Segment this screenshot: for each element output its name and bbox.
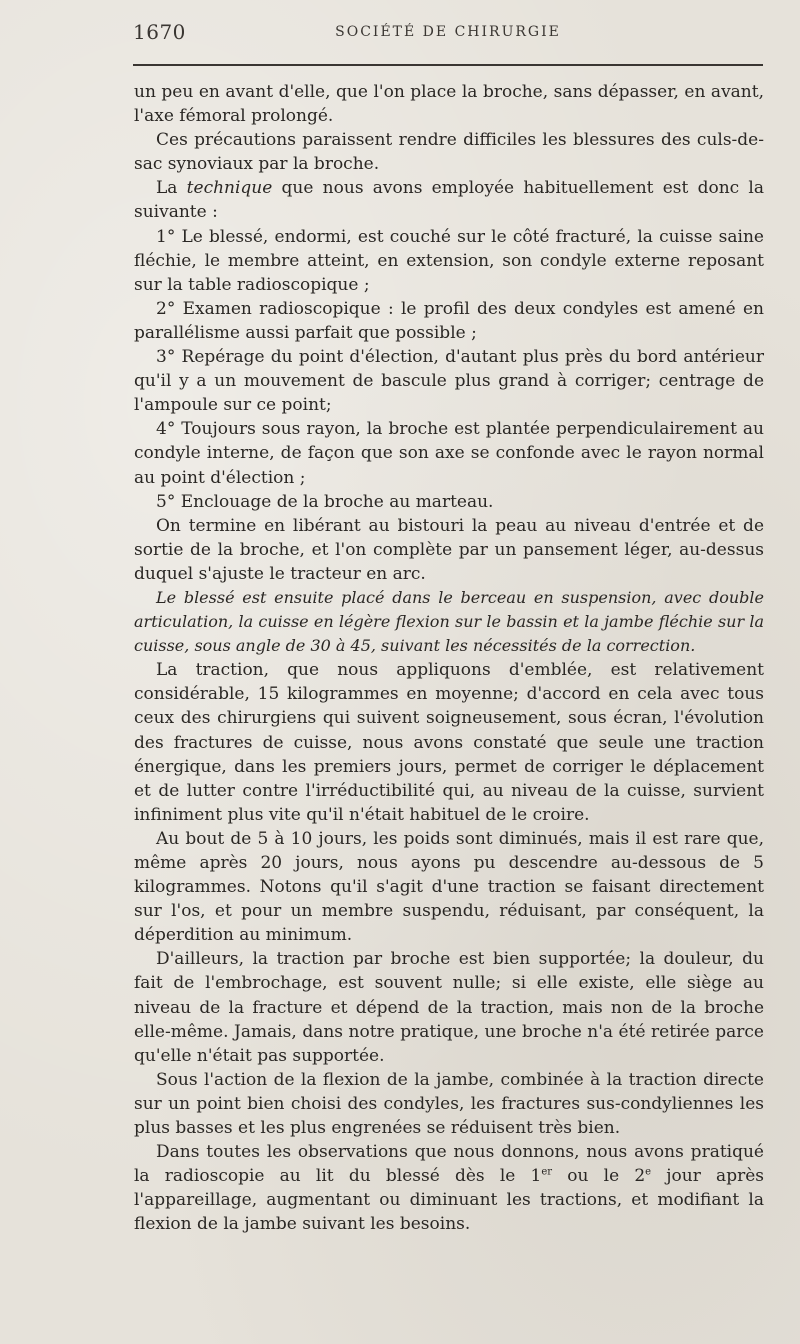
paragraph bbox=[134, 176, 764, 224]
paragraph: un peu en avant d'elle, que l'on place la broche, sans dépasser, en avant, l'axe fémoral prolongé. bbox=[134, 82, 764, 127]
list-item: 4° Toujours sous rayon, la broche est plantée perpendiculairement au condyle interne, de façon que son axe se confonde avec le rayon normal au point d'élection ; bbox=[134, 419, 764, 488]
list-item: 5° Enclouage de la broche au marteau. bbox=[156, 491, 494, 512]
list-item: 3° Repérage du point d'élection, d'autant plus près du bord antérieur qu'il y a un mouvement de bascule plus grand à corriger; centrage de l'ampoule sur ce point; bbox=[134, 347, 764, 416]
page-header bbox=[133, 18, 763, 48]
paragraph: Ces précautions paraissent rendre difficiles les blessures des culs-de-sac synoviaux par la broche. bbox=[134, 130, 764, 175]
page-number: 1670 bbox=[133, 20, 186, 44]
italic-paragraph: Le blessé est ensuite placé dans le berceau en suspension, avec double articulation, la cuisse en légère flexion sur le bassin et la jambe fléchie sur la cuisse, sous angle de 30 à 45, suivant les nécessités de la correction. bbox=[134, 587, 764, 656]
paragraph: La traction, que nous appliquons d'emblée, est relativement considérable, 15 kilogrammes en moyenne; d'accord en cela avec tous ceux des chirurgiens qui suivent soigneusement, sous écran, l'évolution des fractures de cuisse, nous avons constaté que seule une traction énergique, dans les premiers jours, permet de corriger le déplacement et de lutter contre l'irréductibilité qui, au niveau de la cuisse, survient infiniment plus vite qu'il n'était habituel de le croire. bbox=[134, 660, 764, 825]
paragraph: On termine en libérant au bistouri la peau au niveau d'entrée et de sortie de la broche, et l'on complète par un pansement léger, au-dessus duquel s'ajuste le tracteur en arc. bbox=[134, 515, 764, 584]
superscript: er bbox=[541, 1166, 553, 1178]
paragraph-text: que nous avons employée habituellement est donc la suivante : bbox=[134, 178, 764, 223]
paragraph-text: La bbox=[156, 178, 187, 199]
paragraph: D'ailleurs, la traction par broche est bien supportée; la douleur, du fait de l'embrochage, est souvent nulle; si elle existe, elle siège au niveau de la fracture et dépend de la traction, mais non de la broche elle-même. Jamais, dans notre pratique, une broche n'a été retirée parce qu'elle n'était pas supportée. bbox=[134, 949, 764, 1066]
running-head: SOCIÉTÉ DE CHIRURGIE bbox=[335, 24, 561, 40]
list-item: 1° Le blessé, endormi, est couché sur le côté fracturé, la cuisse saine fléchie, le membre atteint, en extension, son condyle externe reposant sur la table radioscopique ; bbox=[134, 226, 764, 295]
paragraph: Au bout de 5 à 10 jours, les poids sont diminués, mais il est rare que, même après 20 jours, nous ayons pu descendre au-dessous de 5 kilogrammes. Notons qu'il s'agit d'une traction se faisant directement sur l'os, et pour un membre suspendu, réduisant, par conséquent, la déperdition au minimum. bbox=[134, 828, 764, 946]
body-text bbox=[134, 80, 764, 1237]
paragraph-text: jour après l'appareillage, augmentant ou diminuant les tractions, et modifiant la flexion de la jambe suivant les besoins. bbox=[134, 1166, 764, 1235]
paragraph bbox=[134, 1140, 764, 1236]
header-rule bbox=[133, 64, 763, 66]
paragraph-text: Dans toutes les observations que nous donnons, nous avons pratiqué la radioscopie au lit du blessé dès le 1 bbox=[134, 1142, 764, 1187]
paragraph-text: ou le 2 bbox=[552, 1166, 646, 1187]
paragraph: Sous l'action de la flexion de la jambe, combinée à la traction directe sur un point bien choisi des condyles, les fractures sus-condyliennes les plus basses et les plus engrenées se réduisent très bien. bbox=[134, 1069, 764, 1139]
list-item: 2° Examen radioscopique : le profil des deux condyles est amené en parallélisme aussi parfait que possible ; bbox=[134, 298, 764, 343]
emphasis-technique: technique bbox=[186, 178, 273, 199]
superscript: e bbox=[645, 1166, 652, 1178]
